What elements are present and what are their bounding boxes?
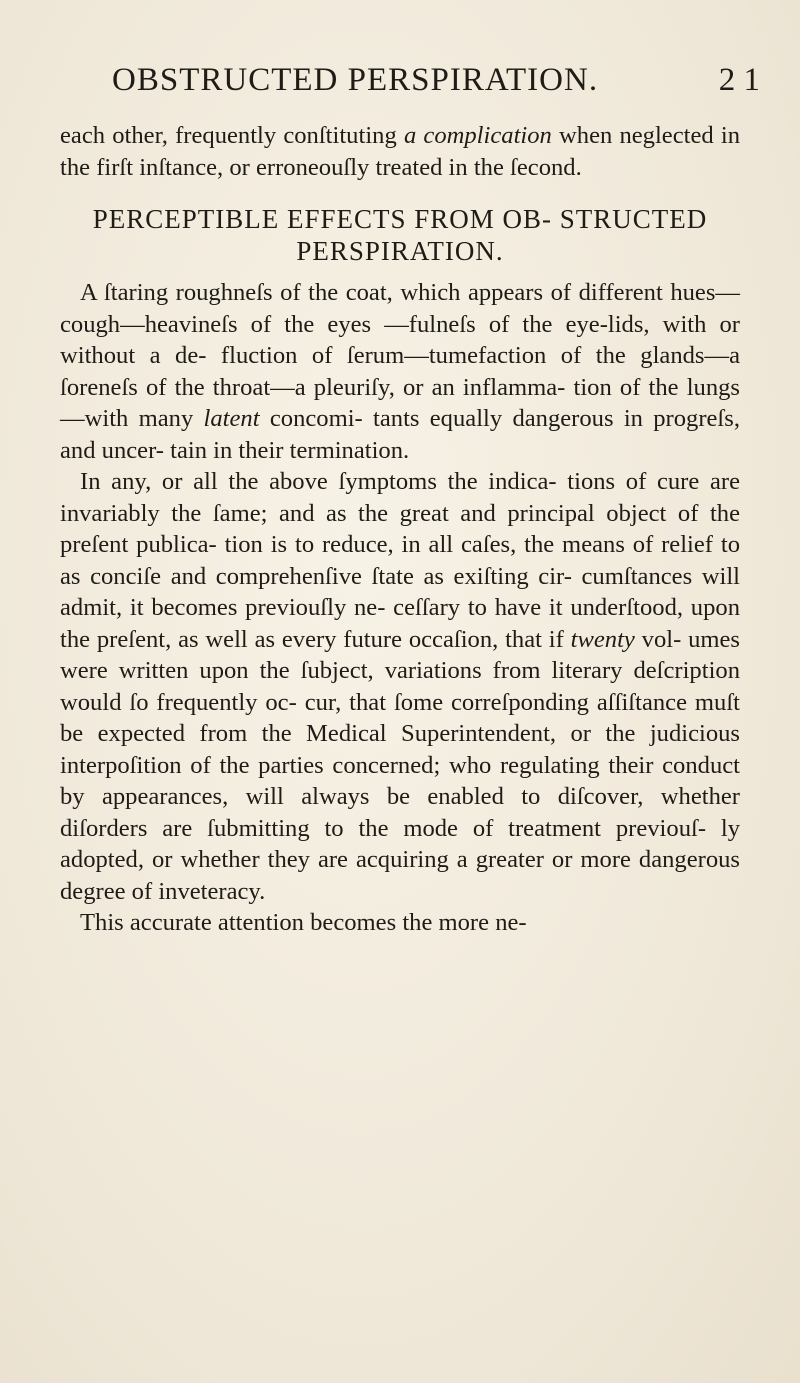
italic-term: twenty	[570, 625, 635, 653]
paragraph-text: concomi- tants equally dangerous in progreſs, and uncer- tain in their termination.	[60, 405, 740, 464]
paragraph-text: A ſtaring roughneſs of the coat, which appears of different hues—cough—heavineſs of the eyes —fulneſs of the eye-lids, with or without a de- fluction of ſerum—tumefaction of the glands—a ſoreneſs of the throat—a pleuriſy, or an inflamma- tion of the lungs—with many	[60, 279, 740, 432]
running-title: OBSTRUCTED PERSPIRATION.	[112, 62, 599, 98]
paragraph-text: vol- umes were written upon the ſubject, variations from literary deſcription would ſo frequently oc- cur, that ſome correſponding aſſiſtance muſt be expected from the Medical Superintendent, or the judicious interpoſition of the parties concerned; who regulating their conduct by appearances, will always be enabled to diſcover, whether diſorders are ſubmitting to the mode of treatment previouſ- ly adopted, or whether they are acquiring a greater or more dangerous degree of inveteracy.	[60, 625, 741, 905]
paragraph-text: each other, frequently conſtituting	[60, 122, 404, 149]
paragraph-continuation	[60, 120, 740, 183]
paragraph-indications	[60, 466, 740, 907]
paragraph-text: In any, or all the above ſymptoms the indica- tions of cure are invariably the ſame; and as the great and principal object of the preſent publica- tion is to reduce, in all caſes, the means of relief to as conciſe and comprehenſive ſtate as exiſting cir- cumſtances will admit, it becomes previouſly ne- ceſſary to have it underſtood, upon the preſent, as well as every future occaſion, that if	[60, 468, 740, 653]
section-heading: PERCEPTIBLE EFFECTS FROM OB- STRUCTED PERSPIRATION.	[92, 204, 708, 266]
paragraph-symptoms	[60, 277, 740, 466]
italic-term: latent	[203, 405, 260, 432]
page-number: 2 1	[718, 62, 760, 98]
paragraph-final-line: This accurate attention becomes the more ne-	[80, 909, 527, 936]
body-text	[60, 120, 740, 939]
italic-term: a complication	[403, 122, 552, 149]
paragraph-text: when neglected in the firſt inſtance, or erroneouſly treated in the ſecond.	[60, 122, 740, 181]
page-header	[60, 62, 760, 106]
